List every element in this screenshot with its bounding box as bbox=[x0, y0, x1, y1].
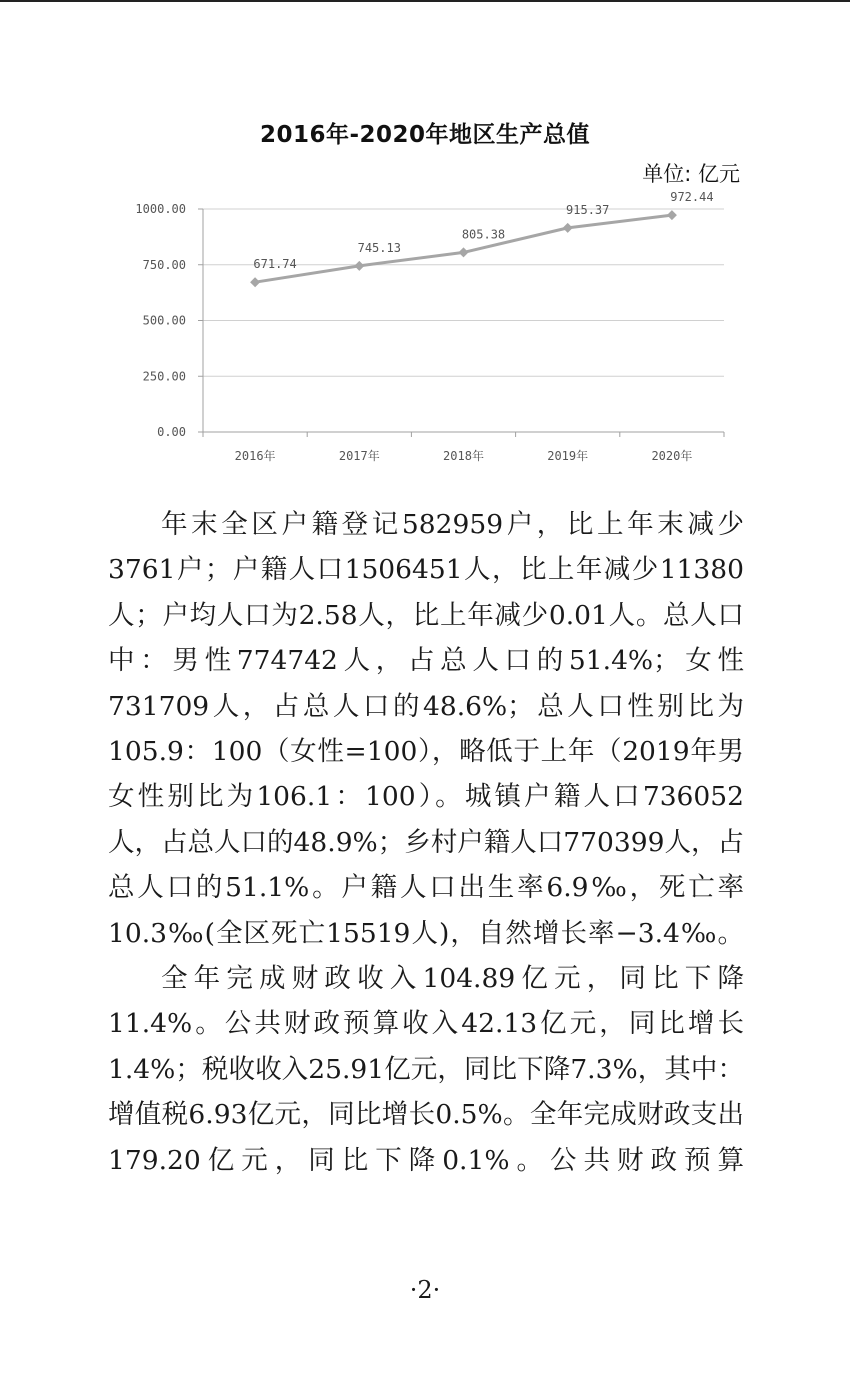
x-tick-label: 2017年 bbox=[338, 449, 380, 463]
report-body bbox=[108, 502, 744, 1183]
chart-axes bbox=[198, 209, 724, 437]
finance-paragraph: 全年完成财政收入104.89亿元，同比下降11.4%。公共财政预算收入42.13亿元，同比增长1.4%；税收收入25.91亿元，同比下降7.3%，其中：增值税6.93亿元，同比增长0.5%。全年完成财政支出179.20亿元，同比下降0.1%。公共财政预算 bbox=[108, 963, 744, 1176]
data-value-label: 972.44 bbox=[670, 190, 714, 205]
data-value-label: 671.74 bbox=[253, 257, 297, 272]
gdp-series bbox=[250, 210, 677, 287]
data-point-marker bbox=[354, 261, 364, 271]
chart-unit-label: 单位: 亿元 bbox=[642, 162, 740, 186]
x-axis-ticks bbox=[235, 448, 693, 463]
data-point-marker bbox=[563, 223, 573, 233]
page-number: ·2· bbox=[409, 1276, 441, 1304]
x-tick-label: 2020年 bbox=[651, 449, 693, 463]
population-paragraph: 年末全区户籍登记582959户，比上年末减少3761户；户籍人口1506451人，比上年减少11380人；户均人口为2.58人，比上年减少0.01人。总人口中：男性774742人，占总人口的51.4%；女性731709人，占总人口的48.6%；总人口性别比为105.9：100（女性=100），略低于上年（2019年男女性别比为106.1：100）。城镇户籍人口736052人，占总人口的48.9%；乡村户籍人口770399人，占总人口的51.1%。户籍人口出生率6.9‰，死亡率10.3‰(全区死亡15519人)，自然增长率−3.4‰。 bbox=[108, 509, 744, 949]
data-value-label: 915.37 bbox=[566, 202, 610, 217]
data-point-marker bbox=[459, 247, 469, 257]
gdp-line-chart bbox=[0, 0, 850, 480]
y-tick-label: 750.00 bbox=[142, 257, 186, 272]
chart-title: 2016年-2020年地区生产总值 bbox=[259, 122, 591, 148]
x-tick-label: 2019年 bbox=[547, 449, 589, 463]
data-point-marker bbox=[250, 277, 260, 287]
x-tick-label: 2016年 bbox=[234, 449, 276, 463]
y-tick-label: 1000.00 bbox=[135, 202, 186, 216]
y-tick-label: 0.00 bbox=[157, 425, 186, 439]
data-labels bbox=[253, 190, 713, 271]
y-tick-label: 250.00 bbox=[142, 369, 186, 384]
data-point-marker bbox=[667, 210, 677, 220]
data-value-label: 805.38 bbox=[461, 227, 506, 242]
y-tick-label: 500.00 bbox=[142, 313, 186, 328]
y-axis-ticks bbox=[135, 202, 186, 439]
data-value-label: 745.13 bbox=[357, 240, 401, 255]
x-tick-label: 2018年 bbox=[443, 449, 484, 463]
